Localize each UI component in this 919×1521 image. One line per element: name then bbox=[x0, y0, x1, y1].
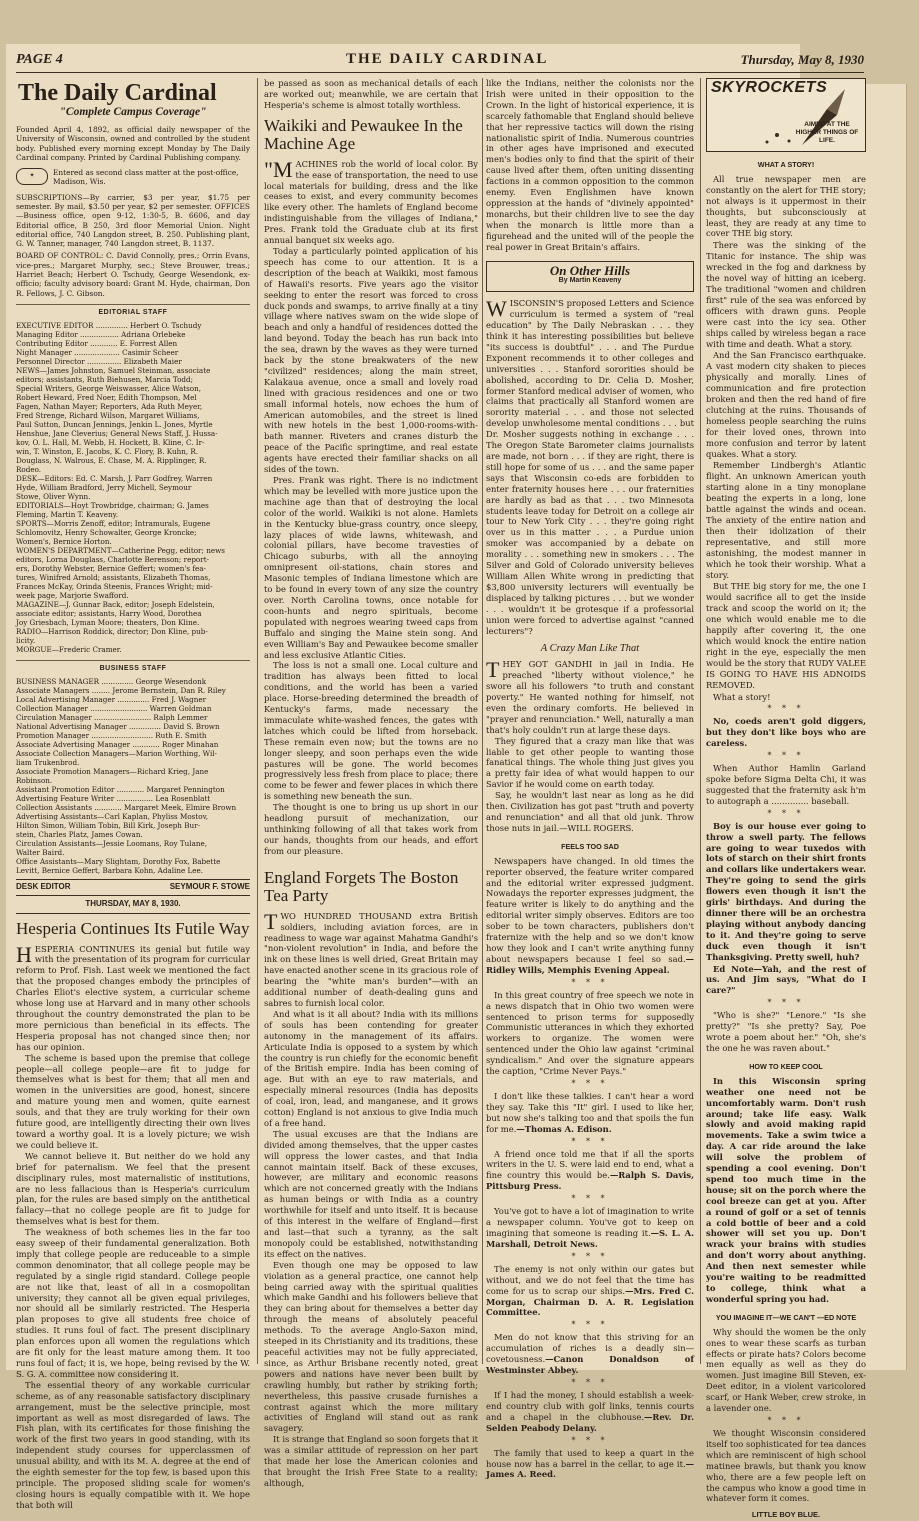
staff-line: associate editor; assistants, Harry Wood, Dorothea bbox=[16, 608, 202, 618]
column-paragraph: But THE big story for me, the one I would sacrifice all to get the inside track and scoop the world on it; the one which would enable me to die happily after covering it, the one which would knock the entire nation right in the eye, especially the men would be the story that RUDY VALEE IS GOING TO HAVE HIS ADNOIDS REMOVED. bbox=[706, 581, 866, 690]
quote-signature: —James A. Reed. bbox=[486, 1458, 694, 1480]
staff-line: win, T. Winston, E. Jacobs, K. C. Flory, B. Kuhn, R. bbox=[16, 446, 199, 456]
divider-stars: * * * bbox=[571, 1194, 609, 1204]
staff-line: Levitt, Bernice Geffert, Barbara Kohn, Adaline Lee. bbox=[16, 865, 204, 875]
other-hills-byline: By Martin Keaveny bbox=[558, 277, 622, 285]
article-paragraph: Even though one may be opposed to law violation as a general practice, one cannot help being carried away with the spiritual qualities which make Gandhi and his followers believe that they can bring about for themselves a better day through the means of absolutely peaceful methods. To the average Anglo-Saxon mind, steeped in its Christianity and its traditions, these peaceful activities may not be fully appreciated, since, as Arthur Brisbane recently noted, great powers and nations have never been built by crawling humbly, but rather by striking forth; nevertheless, this passive crusade furnishes a contrast against which the more military activities of England will stand out as rank savagery. bbox=[264, 1259, 478, 1434]
staff-line: Hilton Simon, William Tobin, Bill Kirk, Joseph Bur- bbox=[16, 820, 200, 830]
imagine-title: YOU IMAGINE IT—WE CAN'T —ED NOTE bbox=[715, 1312, 857, 1322]
staff-line: Local Advertising Manager .............. Fred J. Wagner bbox=[16, 694, 207, 704]
staff-line: National Advertising Manager .............. David S. Brown bbox=[16, 721, 220, 731]
staff-line: BUSINESS MANAGER .............. George Wesendonk bbox=[16, 676, 207, 686]
column-paragraph: What a story! bbox=[713, 691, 771, 702]
divider-stars: * * * bbox=[571, 1136, 609, 1146]
business-staff-list bbox=[16, 677, 250, 875]
article-paragraph: Say, he wouldn't last near as long as he did then. Civilization has got past "truth and poverty and renunciation" and all that old junk. Throw those nuts in jail.—WILL ROGERS. bbox=[486, 790, 694, 833]
article-title: Waikiki and Pewaukee In the Machine Age bbox=[264, 115, 463, 153]
quote-item: A friend once told me that if all the sports writers in the U. S. were laid end to end, what a fine country this would be.—Ralph S. Davis, Pittsburg Press. bbox=[486, 1148, 694, 1192]
staff-line: kov, O. L. Hall, M. Webb, H. Hockett, B. Kline, C. Ir- bbox=[16, 437, 205, 447]
other-hills-title: On Other Hills bbox=[549, 262, 631, 278]
paper-name: THE DAILY CARDINAL bbox=[346, 51, 549, 67]
staff-line: Circulation Assistants—Jessie Loomans, Roy Tulane, bbox=[16, 838, 208, 848]
staff-line: Robert Heward, Fred Noer, Edith Thompson, Mel bbox=[16, 392, 197, 402]
article-paragraph: The thought is one to bring us up short in our headlong pursuit of mechanization, our unthinking following of all that takes work from our hands, thoughts from our heads, and effort from our pleasure. bbox=[264, 802, 478, 856]
column-paragraph: When Author Hamlin Garland spoke before Sigma Delta Chi, it was suggested that the fraternity ask h'm to autograph a .............. baseball. bbox=[706, 763, 866, 806]
staff-line: Fred Strenge, Richard Wilson, Margaret Williams, bbox=[16, 410, 200, 420]
editorial-staff-list bbox=[16, 321, 250, 654]
founded-text: Founded April 4, 1892, as official daily newspaper of the University of Wisconsin, owned and controlled by the student body. Published every morning except Monday by The Daily Cardinal company. Printed by Cardinal Publishing company. bbox=[16, 124, 250, 162]
column-masthead bbox=[16, 78, 250, 1510]
quote-item: In this great country of free speech we note in a news dispatch that in Ohio two women were sentenced to prison terms for supposedly Communistic utterances in which they exhorted workers to organize. The women were sentenced under the Ohio law against "criminal syndicalism." And over the signature appears the caption, "Crime Never Pays." bbox=[486, 989, 694, 1077]
staff-line: Collection Manager ......................... Warren Goldman bbox=[16, 703, 212, 713]
article-paragraph: The scheme is based upon the premise that college people—all college people—are fit to judge for themselves what is best for them; that all men and women in the universities are good, honest, sincere and mature young men and women, quite earnest souls, and that they are truly working for their own future good, are intelligently directing their own lives toward a worthy goal. It is a lovely picture; we wish we could believe it. bbox=[16, 1052, 250, 1150]
article-hesperia bbox=[16, 920, 250, 1511]
quote-list bbox=[486, 856, 694, 1481]
drop-cap: T bbox=[486, 657, 500, 683]
article-paragraph: Pres. Frank was right. There is no indictment which may be levelled with more justice upon the machine age than that of destroying the local color of the world. Waikiki is not alone. Hamlets in the Kentucky blue-grass country, once sleepy, lazy places of wide lawns, whitewash, and colonial pillars, have become travesties of Chicago suburbs, with all the annoying omnipresent oil-stations, chain stores and Masonic temples of Indiana limestone which are to be found in every town of any size the country over. North Carolina towns, once notable for coon-hunts and negro spirituals, become populated with negroes wearing tweed caps from Buffalo and singing the Maine stein song. And even William's Bay and Pewaukee become smaller and less exclusive Atlantic Cities. bbox=[264, 475, 478, 660]
staff-line: EDITORIALS—Hoyt Trowbridge, chairman; G. James bbox=[16, 500, 209, 510]
article-paragraph: The loss is not a small one. Local culture and tradition has always been fitted to local conditions, and the world has been a varied place. Horse-breeding determined the breadth of Kentucky's farms, made necessary the immaculate white-washed fences, the gates with latches which could be lifted from horseback. These remain even now; but the towns are no longer sleepy, and soon perhaps even the wide pastures will be gone. The world becomes progressively less fresh from place to place; there come to be fewer and fewer places in which there is something new beneath the sun. bbox=[264, 660, 478, 802]
subscriptions-text: SUBSCRIPTIONS—By carrier, $3 per year, $1.75 per semester. By mail, $3.50 per year, $2 per semester. OFFICES—Business office, open 9-12, 1:30-5, B. 6606, and day Editorial office, B 250, 3rd floor Memorial Union. Night editorial office, 740 Langdon street, B. 250. Publishing plant, G. W. Tanner, manager, 740 Langdon street, B. 1137. bbox=[16, 192, 250, 249]
staff-line: Managing Editor ................. Adriana Orlebeke bbox=[16, 329, 186, 339]
column-paragraph: There was the sinking of the Titanic for instance. The ship was wrecked in the fog and darkness by the novel way of hitting an iceberg. The traditional "women and children first" rule of the sea was enforced by officers with drawn guns. People were cast into the icy sea. Other ships called by wireless began a race with time and death. What a story. bbox=[706, 240, 866, 349]
staff-line: NEWS—James Johnston, Samuel Steinman, associate bbox=[16, 365, 211, 375]
column-rule bbox=[257, 78, 258, 1364]
article-paragraph: TWO HUNDRED THOUSAND extra British soldiers, including aviation forces, are in readiness to wage war against Mahatma Gandhi's "non-violent revolution" in India, and before the ink on these lines is well dried, Great Britain may have enacted another scene in its gracious role of bearing the "white man's burden"—with an additional number of death-dealing guns and sabres to furnish local color. bbox=[264, 908, 478, 1008]
page-number: PAGE 4 bbox=[16, 52, 63, 67]
feels-sad-title: FEELS TOO SAD bbox=[561, 841, 619, 851]
crazy-man-title: A Crazy Man Like That bbox=[540, 643, 640, 655]
column-paragraph: Why should the women be the only ones to wear these scarfs as turban effects or pirate hats? Colors become men equally as well as they do women. Just imagine Bill Steven, ex-Deet editor, in a violent varicolored scarf, or Hank Weber, crew stroke, in a lavender one. bbox=[706, 1326, 866, 1414]
column-paragraph: Remember Lindbergh's Atlantic flight. An unknown American youth starting alone in a tiny monoplane beating the experts in a long, lone battle against the winds and ocean. The anxiety of the entire nation and then their idolization of their representative, and still more astonishing, the modest manner in which he took their worship. What a story. bbox=[706, 460, 866, 580]
quote-signature: —Thomas A. Edison. bbox=[516, 1123, 612, 1134]
article-paragraph: And what is it all about? India with its millions of souls has been contending for greater autonomy in the management of its affairs. Articulate India is opposed to a system by which the country is run chiefly for the economic benefit of the British empire. India has been coming of age. But with an eye to raw materials, and especially mineral resources (India has deposits of coal, iron, lead, and manganese, and it grows cotton) England is not anxious to give India much of a free hand. bbox=[264, 1008, 478, 1128]
business-staff-heading: BUSINESS STAFF bbox=[16, 660, 250, 675]
drop-cap: T bbox=[264, 908, 278, 934]
staff-line: Douglass, N. Walrous, E. Chase, M. A. Ripplinger, R. bbox=[16, 455, 207, 465]
article-continuation: like the Indians, neither the colonists nor the Irish were united in their opposition to the Crown. In the light of historical experience, it is scarcely fathomable that England should believe that her repressive tactics will down the rising nationalistic spirit of India. Numerous countries in other ages have imprisoned and executed men's bodies only to find that the spirit of their cause lived after them, often uniting dissenting factions in a common opposition to the common enemy. Even Englishmen have known oppression at the hands of "divinely appointed" monarchs, but their children live to see the day when the monarch is little more than a figurehead and the united will of the people the real power in Great Britain's affairs. bbox=[486, 78, 694, 252]
quote-item: If I had the money, I should establish a week-end country club with golf links, tennis courts and a chapel in the clubhouse.—Rev. Dr. Selden Peabody Delany. bbox=[486, 1389, 694, 1433]
staff-line: Walter Baird. bbox=[16, 847, 65, 857]
staff-line: Stowe, Oliver Wynn. bbox=[16, 491, 91, 501]
skyrockets-logo bbox=[706, 78, 866, 152]
desk-editor-line bbox=[16, 879, 250, 896]
quote-signature: —Canon Donaldson of Westminster Abbey. bbox=[486, 1354, 694, 1376]
divider-stars: * * * bbox=[571, 1435, 609, 1445]
article-paragraph: HESPERIA CONTINUES its genial but futile way with the presentation of its program for curricular reform to Prof. Fish. Last week we mentioned the fact that the proposed changes embody the principles of Charles Eliot's elective system, a curricular scheme whose long use at Harvard and in many other schools throughout the country demonstrated the plan to be more pernicious than beneficial in its effects. The Hesperia proposal has not changed since then; nor has our opinion. bbox=[16, 941, 250, 1052]
divider-stars: * * * bbox=[571, 1078, 609, 1088]
staff-line: Circulation Manager ......................... Ralph Lemmer bbox=[16, 712, 208, 722]
entered-text: Entered as second class matter at the post-office, Madison, Wis. bbox=[53, 168, 239, 187]
staff-line: Henshue, Jane Cleverius; General News Staff, J. Hussa- bbox=[16, 428, 218, 438]
article-paragraph: "MACHINES rob the world of local color. By the ease of transportation, the need to use local materials for building, dress and the like ceases to exist, and every community becomes like every other. The hamlets of England become indistinguishable from the villages of Indiana," Pres. Frank told the Graduate club at its first annual banquet six weeks ago. bbox=[264, 156, 478, 246]
staff-line: Robinson. bbox=[16, 775, 53, 785]
article-paragraph: We cannot believe it. But neither do we hold any brief for paternalism. We feel that the present disciplinary rules, most maternalistic of institutions, are no less fallacious than is Hesperia's curriculum plan, for the rules are based simply on the antithetical fallacy—that no college people are fit to judge for themselves what is best for them. bbox=[16, 1150, 250, 1227]
other-hills-text: WISCONSIN'S proposed Letters and Science curriculum is termed a system of "real education" by The Daily Nebraskan . . . they think it has interesting possibilities but believe "its success is doubtful" . . . and The Purdue Exponent recommends it to other colleges and universities . . . Stanford sororities should be abolished, according to Dr. Celia D. Mosher, former Stanford medical adviser of women, who claims that practically all Stanford women are sorority material . . . and those not selected develop unwholesome mental conditions . . . but Dr. Mosher suggests nothing in exchange . . . The Oregon State Barometer claims journalists are made, not born . . . if they are right, there is still hope for some of us . . . and the same paper says that Wisconsin co-eds are forbidden to enter fraternity houses here . . . our fraternities are hardly as bad as that . . . two Minnesota students leave today for Detroit on a college air tour to New York City . . . they're going right over us in this matter . . . a Purdue union smoker was accompanied by a debate on morality . . . something new in smokers . . . The Silver and Gold of Colorado university believes William Allen White wrong in predicting that $3,800 university lecturers will eventually be displaced by talking pictures . . . but we wonder . . . wouldn't it be grotesque if a professorial union were forced to advertise against "canned lecturers"? bbox=[486, 296, 694, 636]
staff-line: Advertising Feature Writer ................ Lea Rosenblatt bbox=[16, 793, 211, 803]
article-paragraph: The usual excuses are that the Indians are divided among themselves, that the upper castes will oppress the lower castes, and that India cannot maintain itself. Back of these excuses, however, are military and economic reasons which are not concerned greatly with the Indians as human beings or with India as a country worthwhile for itself and unto itself. It is because of this interest in the welfare of England—first and last—that such a tyranny, as the salt monopoly could be established, notwithstanding its effect on the natives. bbox=[264, 1128, 478, 1259]
masthead-tagline: "Complete Campus Coverage" bbox=[59, 106, 207, 118]
column-paragraph: No, coeds aren't gold diggers, but they don't like boys who are careless. bbox=[706, 716, 866, 749]
quote-signature: —Mrs. Fred C. Morgan, Chairman D. A. R. Legislation Committee. bbox=[486, 1285, 694, 1318]
divider-stars: * * * bbox=[571, 1320, 609, 1330]
issue-date: Thursday, May 8, 1930 bbox=[740, 52, 864, 67]
staff-line: ers, Dorothy Webster, Bernice Geffert; women's fea- bbox=[16, 563, 206, 573]
staff-line: liam Trukenbrod. bbox=[16, 757, 80, 767]
divider-stars: * * * bbox=[767, 704, 805, 714]
article-paragraph: The essential theory of any workable curricular scheme, as of any reasonable satisfactory disciplinary arrangement, must be the selective principle, most important as well as most disregarded of laws. The Fish plan, with its certificates for those finishing the work of the first two years in good standing, with its independent study courses for upperclassmen of unusual ability, and with its M. A. degree at the end of the eighth semester for the top few, is based upon this principle. The proposed sliding scale for women's closing hours is equally compatible with it. We hope that both will bbox=[16, 1379, 250, 1510]
article-paragraph: Today a particularly pointed application of his speech has come to our attention. It is a description of the beach at Waikiki, most famous of Hawaii's resorts. Five years ago the visitor seeking to enter the resort was forced to cross duck ponds and swamps, to arrive finally at a tiny village where natives swam on the wide slope of beach and only a handful of residences dotted the land beyond. Today the beach has run back into the sea, drawn by the waves as they were turned back by the stone breakwaters of the new "civilized" residences; along the main street, Kalakaua avenue, once a small and lovely road lined with gracious residences and one or two small informal hotels, now echoes the hum of American automobiles, and the street is lined with new hotels in the best 1,000-rooms-with-bath manner. Riveters and cranes disturb the peace of the Pacific springtime, and real estate agents have erected their familiar shacks on all sides of the town. bbox=[264, 245, 478, 475]
staff-line: Assistant Promotion Editor ............ Margaret Pennington bbox=[16, 784, 225, 794]
staff-line: Promotion Manager ........................... Ruth E. Smith bbox=[16, 730, 207, 740]
staff-line: Collection Assistants ............ Margaret Meek, Elmire Brown bbox=[16, 802, 237, 812]
staff-line: Associate Collection Managers—Marion Worthing, Wil- bbox=[16, 748, 217, 758]
staff-line: MORGUE—Frederic Cramer. bbox=[16, 644, 122, 654]
staff-line: editors; assistants, Ruth Biehusen, Marcia Todd; bbox=[16, 374, 194, 384]
keep-cool-title: HOW TO KEEP COOL bbox=[749, 1061, 823, 1071]
staff-line: Advertising Assistants—Carl Kaplan, Phyliss Mostov, bbox=[16, 811, 209, 821]
staff-line: Rodeo. bbox=[16, 464, 42, 474]
column-rule bbox=[482, 78, 483, 1364]
article-paragraph: THEY GOT GANDHI in jail in India. He preached "liberty without violence," he swore all his followers "to truth and constant poverty." He wanted nothing for himself, not even the ordinary comforts. He believed in "prayer and renunciation." Well, naturally a man that's holy couldn't run at large these days. bbox=[486, 657, 694, 735]
staff-line: tures, Winifred Arnold; assistants, Elizabeth Thomas, bbox=[16, 572, 211, 582]
staff-line: MAGAZINE—J. Gunnar Back, editor; Joseph Edelstein, bbox=[16, 599, 215, 609]
article-paragraph: The weakness of both schemes lies in the far too easy sweep of their fundamental generalization. Both imply that college people are reduceable to a simple common denominator, that all college people may be regulated by a single rigid standard. College people are not like that, least of all in a cosmopolitan university; they cannot all be given equal privileges, nor should all be similarly restricted. The Hesperia plan proposes to give all students free choice of studies. It runs foul of fact. The present disciplinary plan enforces upon all women the regulations which are fit only for the least mature among them. It too runs foul of fact; it is, we hope, being revised by the W. S. G. A. committee now considering it. bbox=[16, 1227, 250, 1379]
quote-item: Men do not know that this striving for an accumulation of riches is a deadly sin—covetousness.—Canon Donaldson of Westminster Abbey. bbox=[486, 1332, 694, 1376]
staff-line: Night Manager .................... Casimir Scheer bbox=[16, 347, 179, 357]
other-hills-heading bbox=[486, 261, 694, 293]
column-paragraph: Ed Note—Yah, and the rest of us. And Jim says, "What do I care?" bbox=[706, 963, 866, 996]
staff-line: Fleming, Martin T. Keaveny. bbox=[16, 509, 118, 519]
drop-cap: W bbox=[486, 296, 507, 322]
divider-stars: * * * bbox=[767, 998, 805, 1008]
staff-line: DESK—Editors: Ed. C. Marsh, J. Parr Godfrey, Warren bbox=[16, 473, 213, 483]
column-rule bbox=[700, 78, 701, 1364]
staff-line: stein, Charles Platz, James Cowan. bbox=[16, 829, 143, 839]
staff-line: Paul Sutton, Duncan Jennings, Jenkin L. Jones, Myrtle bbox=[16, 419, 213, 429]
board-text: BOARD OF CONTROL: C. David Connolly, pres.; Orrin Evans, vice-pres.; Margaret Murphy, sec.; Steve Brouwer, treas.; Harriet Beach; Herbert O. Tschudy, George Wesendonk, ex-officio; faculty advisory board: Grant M. Hyde, chairman, Don R. Fellows, J. C. Gibson. bbox=[16, 251, 250, 298]
divider-stars: * * * bbox=[571, 1251, 609, 1261]
column-paragraph: "Who is she?" "Lenore." "Is she pretty?" "Is she pretty? Say, Poe wrote a poem about her." "Oh, she's the one he was raven about." bbox=[706, 1010, 866, 1053]
staff-line: Hyde, William Bradford, Jerry Michell, Seymour bbox=[16, 482, 192, 492]
article-paragraph: They figured that a crazy man like that was liable to get other people to wanting those fanatical things. The whole thing just gives you a pretty fair idea of what would happen to our Savior if he would come on earth today. bbox=[486, 735, 694, 790]
staff-line: Joy Griesbach, Lyman Moore; theaters, Don Kline. bbox=[16, 617, 200, 627]
staff-line: Special Writers, George Weiswasser, Alice Watson, bbox=[16, 383, 202, 393]
editorial-dateline: THURSDAY, MAY 8, 1930. bbox=[16, 896, 250, 914]
staff-line: Associate Promotion Managers—Richard Krieg, Jane bbox=[16, 766, 209, 776]
staff-line: RADIO—Harrison Roddick, director; Don Kline, pub- bbox=[16, 626, 208, 636]
desk-editor-label: DESK EDITOR bbox=[16, 881, 71, 891]
staff-line: SPORTS—Morris Zenoff, editor; Intramurals, Eugene bbox=[16, 518, 211, 528]
article-title: England Forgets The Boston Tea Party bbox=[264, 867, 459, 905]
entered-notice bbox=[16, 168, 250, 187]
what-a-story-title: WHAT A STORY! bbox=[757, 160, 815, 169]
staff-line: Associate Advertising Manager ............ Roger Minahan bbox=[16, 739, 219, 749]
press-emblem-icon: ✦ bbox=[16, 168, 48, 185]
article-title: Hesperia Continues Its Futile Way bbox=[16, 918, 250, 938]
article-paragraph: It is strange that England so soon forgets that it was a similar attitude of repression on her part that made her lose the American colonies and that brought the Irish Free State to a reality; although, bbox=[264, 1434, 478, 1488]
divider-stars: * * * bbox=[571, 1377, 609, 1387]
quote-signature: —Ridley Wills, Memphis Evening Appeal. bbox=[486, 953, 694, 975]
quote-item: I don't like these talkies. I can't hear a word they say. Take this "It" girl. I used to like her, but now she's talking too and that spoils the fun for me.—Thomas A. Edison. bbox=[486, 1090, 694, 1134]
page-header bbox=[16, 50, 864, 73]
divider-stars: * * * bbox=[571, 977, 609, 987]
divider-stars: * * * bbox=[767, 751, 805, 761]
staff-line: WOMEN'S DEPARTMENT—Catherine Pegg, editor; news bbox=[16, 545, 225, 555]
staff-line: EXECUTIVE EDITOR .............. Herbert O. Tschudy bbox=[16, 320, 202, 330]
staff-line: week page, Marjorie Swafford. bbox=[16, 590, 129, 600]
staff-line: licity. bbox=[16, 635, 36, 645]
staff-line: Personnel Director ............... Elizabeth Maier bbox=[16, 356, 182, 366]
divider-stars: * * * bbox=[767, 1415, 805, 1425]
column-paragraph: And the San Francisco earthquake. A vast modern city shaken to pieces physically and morally. Lines of communication and fire protection broken and then the red hand of fire clutching at the ruins. Thousands of homeless people searching the ruins for their loved ones, thrown into more confusion and terror by latent quakes. What a story. bbox=[706, 350, 866, 459]
drop-cap: H bbox=[16, 941, 32, 967]
staff-line: Frances McKay, Orinda Steenis, Frances Wright; mid- bbox=[16, 581, 213, 591]
quote-signature: —Ralph S. Davis, Pittsburg Press. bbox=[486, 1170, 694, 1192]
quote-signature: —Rev. Dr. Selden Peabody Delany. bbox=[486, 1411, 694, 1433]
column-signoff: LITTLE BOY BLUE. bbox=[751, 1510, 821, 1520]
staff-line: Schlomovitz, Henry Schowalter, George Kroncke; bbox=[16, 527, 197, 537]
editorial-staff-heading: EDITORIAL STAFF bbox=[16, 304, 250, 319]
divider-stars: * * * bbox=[767, 808, 805, 818]
article-continuation: be passed as soon as mechanical details of each are worked out; meanwhile, we are certain that Hesperia's scheme is almost totally worthless. bbox=[264, 78, 478, 110]
column-paragraph: We thought Wisconsin considered itself too sophisticated for tea dances which are reminiscent of high school matinee brawls, but thank you know who, there are a few people left on the campus who know a good time in whatever form it comes. bbox=[706, 1427, 866, 1504]
desk-editor-name: SEYMOUR F. STOWE bbox=[169, 881, 250, 891]
column-paragraph: All true newspaper men are constantly on the alert for THE story; not always is it uppermost in their thoughts, but subconsciously at least, they are ready at any time to cover THE big story. bbox=[706, 173, 866, 239]
staff-line: Associate Managers ........ Jerome Bernstein, Dan R. Riley bbox=[16, 685, 226, 695]
column-paragraph: Boy is our house ever going to throw a swell party. The fellows are going to wear tuxedos with lots of starch on their shirt fronts and collars like undertakers wear. They're going to send the girls flowers even though it isn't the girls' birthdays. And during the dinner there will be an orchestra playing without anybody dancing to it. And they're going to serve duck even though it isn't Thanksgiving. Pretty swell, huh? bbox=[706, 820, 866, 962]
staff-line: Contributing Editor ............ E. Forrest Allen bbox=[16, 338, 178, 348]
masthead-title: The Daily Cardinal bbox=[18, 80, 217, 106]
staff-line: Women's, Bernice Horton. bbox=[16, 536, 112, 546]
column-paragraph: In this Wisconsin spring weather one need not be uncomfortably warm. Don't rush around; take life easy. Walk slowly and avoid making rapid movements. Take a swim twice a day. A car ride around the lake will solve the problem of spending a cool evening. Don't spend too much time in the house; sit on the porch where the cool breeze can get at you. After a round of golf or a set of tennis a cold bottle of beer and a cold shower will set you up. Don't wrack your brains with studies and don't worry about anything. And then next semester while you're waiting to be readmitted to college, think what a wonderful spring you had. bbox=[706, 1075, 866, 1304]
skyrockets-aim: AIMED AT THE HIGHER THINGS OF LIFE. bbox=[795, 121, 859, 144]
staff-line: Office Assistants—Mary Slightam, Dorothy Fox, Babette bbox=[16, 856, 221, 866]
quote-item: Newspapers have changed. In old times the reporter observed, the feature writer compared and the editorial writer expressed judgment. Nowadays the reporter expresses judgment, the feature writer is likely to do anything and the editorial writer simply observes. Editors are too sober to be town characters, publishers don't fraternize with the help and so we don't know how they look and I can't write anything funny about newspapers because I feel so sad.—Ridley Wills, Memphis Evening Appeal. bbox=[486, 855, 694, 975]
quote-item: You've got to have a lot of imagination to write a newspaper column. You've got to keep on imagining that someone is reading it.—S. L. A. Marshall, Detroit News. bbox=[486, 1206, 694, 1249]
drop-cap: "M bbox=[264, 156, 293, 182]
column-other-hills bbox=[486, 78, 694, 1480]
skyrockets-wordmark: SKYROCKETS bbox=[711, 79, 828, 96]
quote-item: The family that used to keep a quart in the house now has a barrel in the cellar, to age it.—James A. Reed. bbox=[486, 1447, 694, 1480]
staff-line: Fagen, Nathan Mayer; Reporters, Ada Ruth Meyer, bbox=[16, 401, 203, 411]
column-skyrockets bbox=[706, 78, 866, 1520]
quote-signature: —S. L. A. Marshall, Detroit News. bbox=[486, 1228, 694, 1249]
quote-item: The enemy is not only within our gates but without, and we do not feel that the time has come for us to scrap our ships.—Mrs. Fred C. Morgan, Chairman D. A. R. Legislation Committee. bbox=[486, 1263, 694, 1318]
column-editorials bbox=[264, 78, 478, 1488]
staff-line: editors, Lorna Douglass, Charlotte Berenson; report- bbox=[16, 554, 210, 564]
